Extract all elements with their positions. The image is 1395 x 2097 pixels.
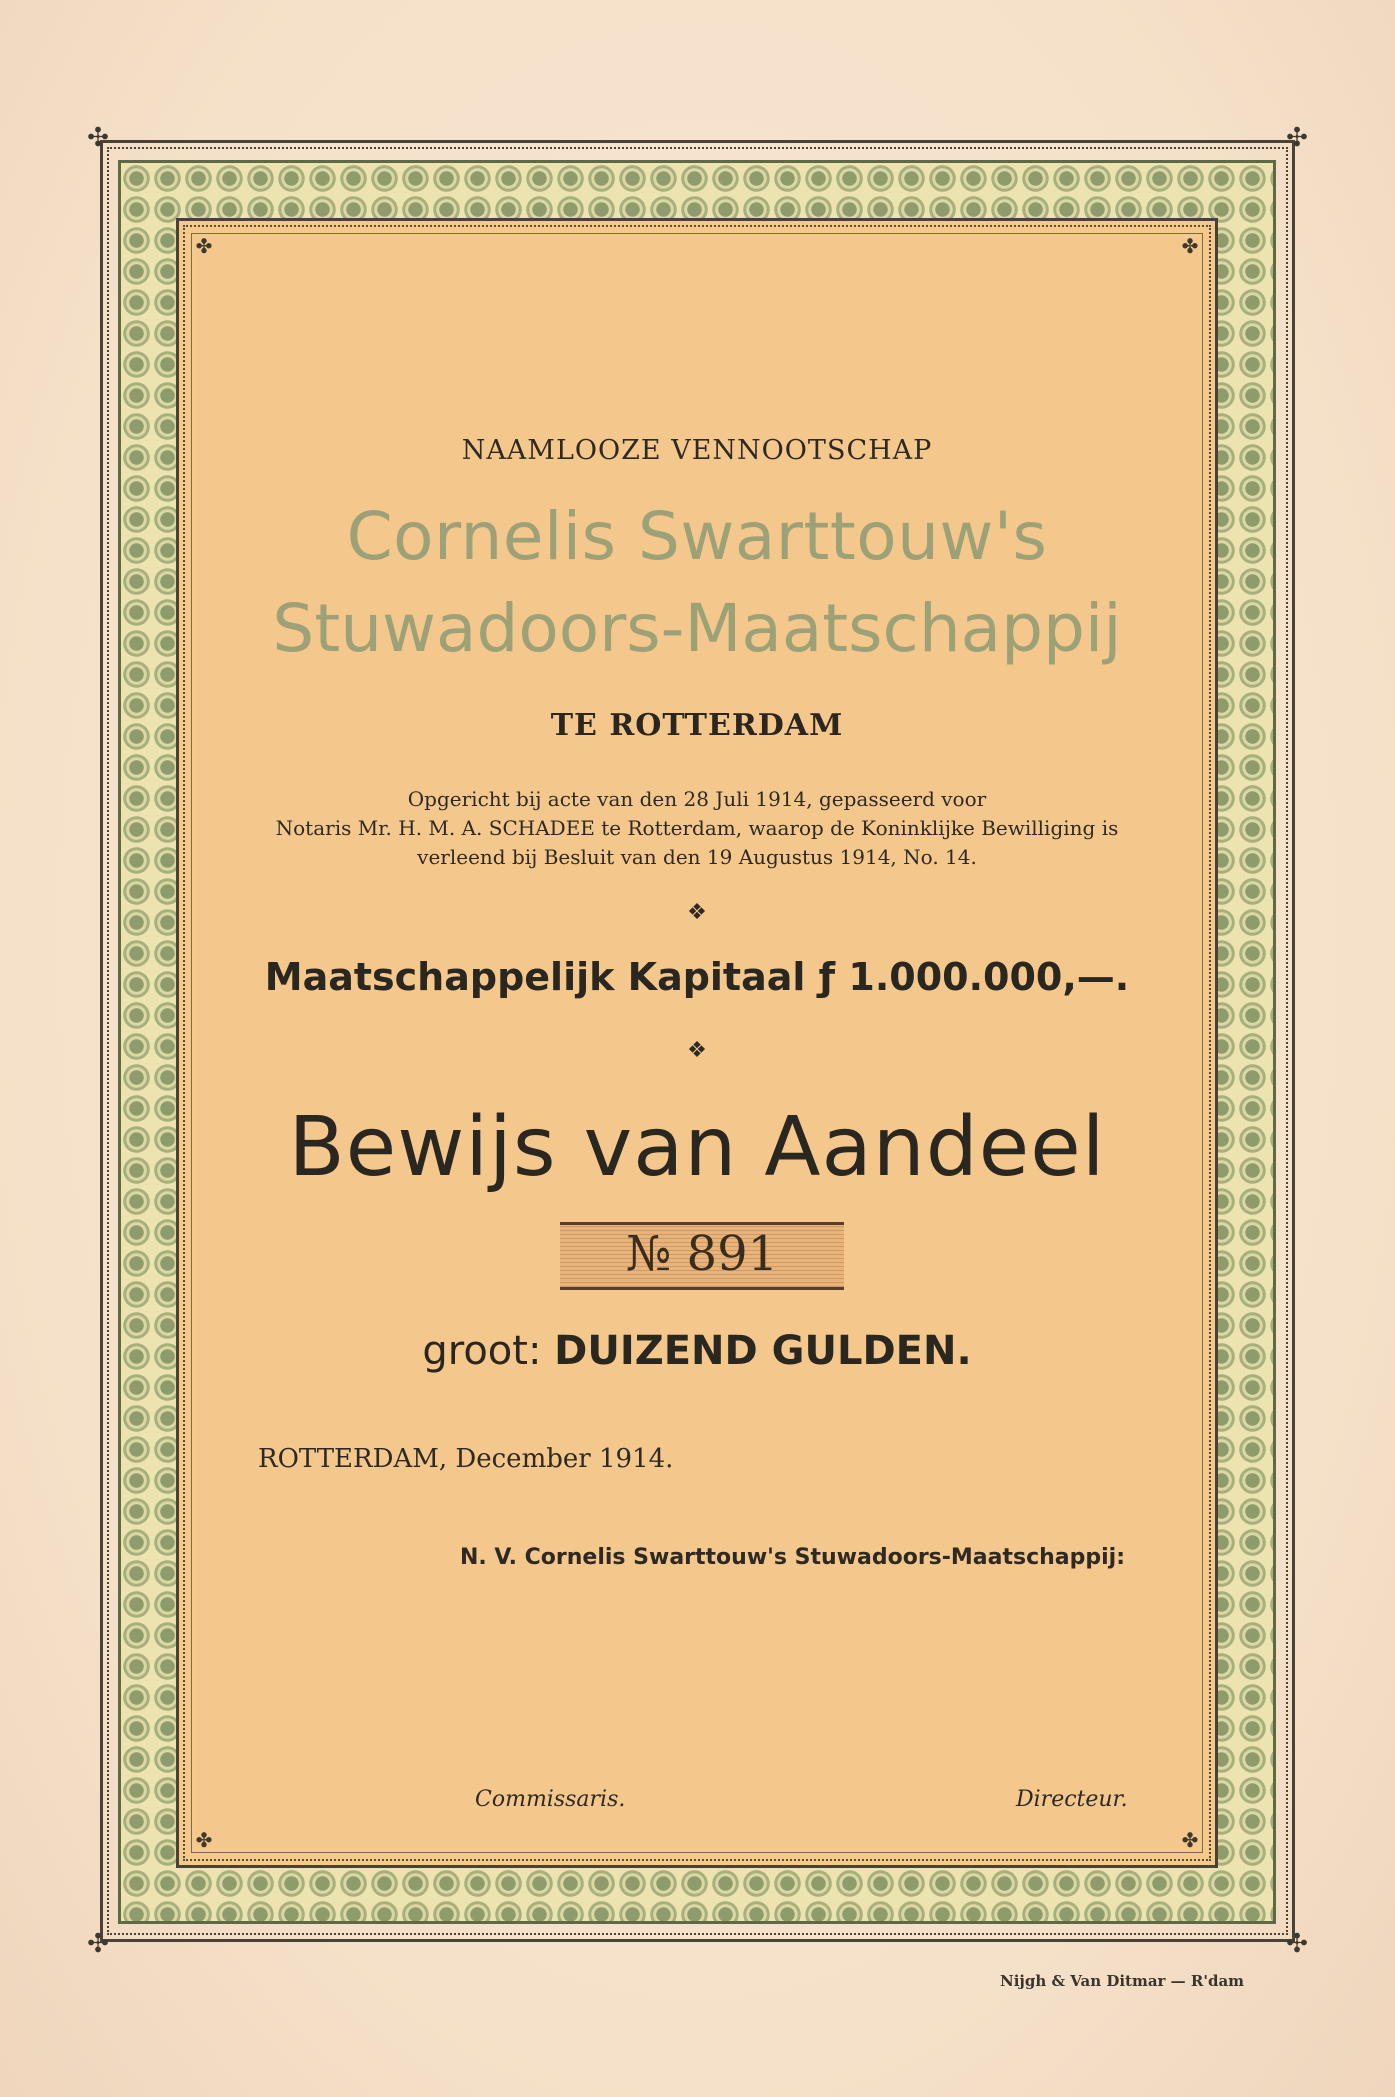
founding-statement [196,785,1198,872]
diamond-divider-icon: ❖ [687,1038,707,1063]
corner-ornament-icon: ✤ [195,234,213,258]
signatory-commissaris: Commissaris. [475,1787,626,1812]
signatory-directeur: Directeur. [1016,1787,1128,1812]
place-and-date: ROTTERDAM, December 1914. [258,1444,674,1474]
diamond-divider-icon: ❖ [687,900,707,925]
nominal-value [196,1328,1198,1374]
share-capital: Maatschappelijk Kapitaal ƒ 1.000.000,—. [264,955,1130,999]
printer-imprint: Nijgh & Van Ditmar — R'dam [1000,1972,1245,1990]
founding-line: Opgericht bij acte van den 28 Juli 1914, gepasseerd voor [407,787,987,811]
nominal-label: groot: [422,1328,542,1374]
corner-ornament-icon: ✣ [87,123,109,153]
corner-ornament-icon: ✣ [1286,1929,1308,1959]
company-type: NAAMLOOZE VENNOOTSCHAP [461,435,933,466]
corner-ornament-icon: ✤ [195,1828,213,1852]
founding-line: verleend bij Besluit van den 19 Augustus 1914, No. 14. [417,845,977,869]
corner-ornament-icon: ✣ [1286,123,1308,153]
certificate-number: № 891 [625,1226,779,1282]
founding-line: Notaris Mr. H. M. A. SCHADEE te Rotterdam, waarop de Koninklijke Bewilliging is [275,816,1119,840]
issuer-line: N. V. Cornelis Swarttouw's Stuwadoors-Maatschappij: [460,1545,1126,1570]
company-name-line1: Cornelis Swarttouw's [346,498,1048,575]
certificate-title: Bewijs van Aandeel [288,1100,1106,1195]
nominal-amount: DUIZEND GULDEN. [554,1328,972,1374]
corner-ornament-icon: ✤ [1181,1828,1199,1852]
company-city: TE ROTTERDAM [550,708,844,743]
corner-ornament-icon: ✣ [87,1929,109,1959]
corner-ornament-icon: ✤ [1181,234,1199,258]
company-name-line2: Stuwadoors-Maatschappij [272,590,1122,667]
